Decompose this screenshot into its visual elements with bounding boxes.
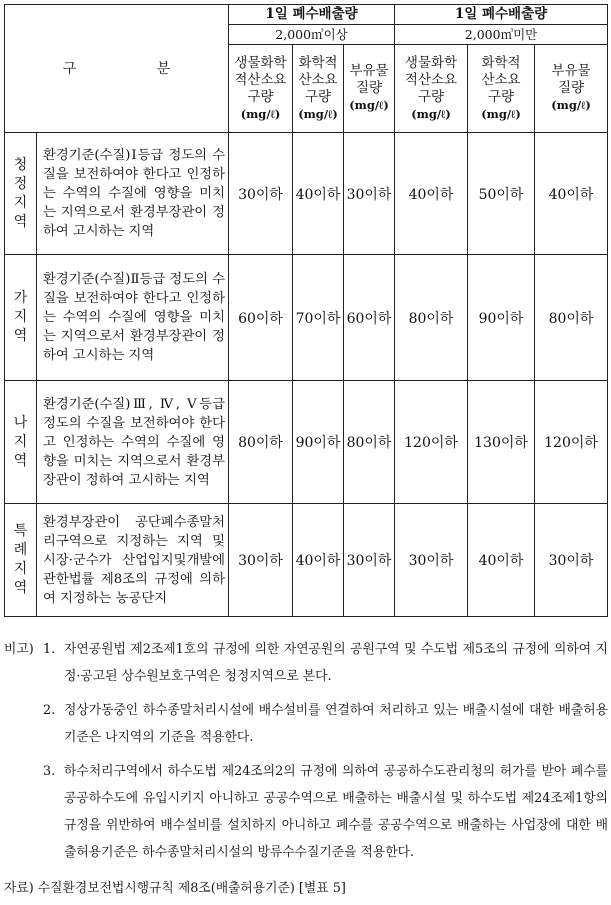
- limit-value: 40이하: [293, 504, 344, 617]
- param-header-line: 적산소요: [404, 71, 458, 88]
- limit-value: 130이하: [468, 381, 535, 504]
- limit-value: 40이하: [293, 133, 344, 255]
- region-label: 나 지 역: [13, 414, 28, 469]
- note-item: [4, 636, 608, 690]
- param-header-line: 산소요: [298, 71, 338, 88]
- limit-value: 40이하: [468, 504, 535, 617]
- limit-value: 50이하: [468, 133, 535, 255]
- param-header-line: 부유물: [349, 63, 389, 79]
- notes-section: [4, 636, 608, 873]
- param-header-line: 구량: [304, 88, 332, 105]
- param-header-line: 부유물: [551, 63, 591, 79]
- table-row: [5, 381, 608, 504]
- param-header-line: 적산소요: [234, 71, 287, 88]
- region-label: 특 례 지 역: [13, 523, 28, 596]
- limit-value: 30이하: [535, 504, 608, 617]
- table-row: [5, 504, 608, 617]
- limit-value: 30이하: [395, 504, 468, 617]
- limit-value: 90이하: [468, 255, 535, 381]
- limit-value: 30이하: [229, 504, 293, 617]
- param-header-line: 화학적: [298, 54, 338, 71]
- param-unit: (mg/ℓ): [298, 106, 338, 121]
- param-header: [344, 45, 395, 133]
- param-header-line: 질량: [355, 80, 383, 96]
- param-header-line: 질량: [557, 80, 585, 96]
- param-header-line: 구량: [417, 88, 445, 105]
- source-line: 자료) 수질환경보전법시행규칙 제8조(배출허용기준) [별표 5]: [4, 881, 346, 896]
- param-header-line: 생물화학: [404, 54, 458, 71]
- note-number: 3.: [43, 764, 56, 779]
- header-category-label: 구 분: [62, 60, 209, 77]
- param-header-line: 구량: [247, 88, 274, 105]
- limit-value: 40이하: [535, 133, 608, 255]
- limit-value: 120이하: [535, 381, 608, 504]
- region-description: 환경기준(수질)Ⅲ, Ⅳ, Ⅴ등급 정도의 수질을 보전하여야 한다고 인정하는 수역의 수질에 영향을 미치는 지역으로서 환경부장관이 정하여 고시하는 지역: [37, 381, 229, 504]
- limit-value: 90이하: [293, 381, 344, 504]
- limit-value: 120이하: [395, 381, 468, 504]
- limit-value: 40이하: [395, 133, 468, 255]
- group-sub-under: 2,000㎥미만: [395, 25, 608, 45]
- note-item: [4, 697, 608, 751]
- group-header-under: 1일 폐수배출량: [395, 5, 608, 25]
- param-header: [229, 45, 293, 133]
- region-cell: [5, 133, 37, 255]
- emission-standards-table: [4, 4, 608, 617]
- table-row: [5, 133, 608, 255]
- region-cell: [5, 504, 37, 617]
- group-sub-over: 2,000㎥이상: [229, 25, 395, 45]
- region-label: 청 정 지 역: [13, 156, 28, 230]
- param-header: [535, 45, 608, 133]
- header-category: [5, 5, 229, 133]
- param-unit: (mg/ℓ): [411, 106, 451, 121]
- limit-value: 60이하: [344, 255, 395, 381]
- param-header: [293, 45, 344, 133]
- param-unit: (mg/ℓ): [240, 106, 281, 121]
- param-header-line: 화학적: [481, 54, 521, 71]
- note-number: 2.: [43, 703, 56, 718]
- param-header: [395, 45, 468, 133]
- notes-prefix: 비고): [4, 642, 34, 657]
- region-cell: [5, 255, 37, 381]
- param-unit: (mg/ℓ): [349, 98, 389, 112]
- param-header-line: 생물화학: [234, 54, 287, 71]
- param-header-line: 구량: [487, 88, 515, 105]
- param-unit: (mg/ℓ): [551, 98, 591, 112]
- limit-value: 80이하: [535, 255, 608, 381]
- region-label: 가 지 역: [13, 290, 28, 344]
- note-text: 하수처리구역에서 하수도법 제24조의2의 규정에 의하여 공공하수도관리청의 허가를 받아 폐수를 공공하수도에 유입시키지 아니하고 공공수역으로 배출하는 배출시설 및 하수도법 제24조제1항의 규정을 위반하여 배수설비를 설치하지 아니하고 폐수를 공공수역으로 배출하는 사업장에 대한 배출허용기준은 하수종말처리시설의 방류수수질기준을 적용한다.: [64, 764, 608, 860]
- region-description: 환경부장관이 공단폐수종말처리구역으로 지정하는 지역 및 시장·군수가 산업입지및개발에관한법률 제8조의 규정에 의하여 지정하는 농공단지: [37, 504, 229, 617]
- note-text: 정상가동중인 하수종말처리시설에 배수설비를 연결하여 처리하고 있는 배출시설에 대한 배출허용기준은 나지역의 기준을 적용한다.: [64, 703, 608, 745]
- param-header: [468, 45, 535, 133]
- limit-value: 60이하: [229, 255, 293, 381]
- table-row: [5, 255, 608, 381]
- param-unit: (mg/ℓ): [481, 106, 521, 121]
- region-cell: [5, 381, 37, 504]
- note-number: 1.: [43, 642, 56, 657]
- note-text: 자연공원법 제2조제1호의 규정에 의한 자연공원의 공원구역 및 수도법 제5조의 규정에 의하여 지정·공고된 상수원보호구역은 청정지역으로 본다.: [64, 642, 608, 684]
- region-description: 환경기준(수질)Ⅱ등급 정도의 수질을 보전하여야 한다고 인정하는 수역의 수질에 영향을 미치는 지역으로서 환경부장관이 정하여 고시하는 지역: [37, 255, 229, 381]
- limit-value: 30이하: [229, 133, 293, 255]
- limit-value: 30이하: [344, 133, 395, 255]
- group-header-over: 1일 폐수배출량: [229, 5, 395, 25]
- region-description: 환경기준(수질)Ⅰ등급 정도의 수질을 보전하여야 한다고 인정하는 수역의 수질에 영향을 미치는 지역으로서 환경부장관이 정하여 고시하는 지역: [37, 133, 229, 255]
- limit-value: 80이하: [395, 255, 468, 381]
- limit-value: 80이하: [344, 381, 395, 504]
- param-header-line: 산소요: [481, 71, 521, 88]
- note-item: [4, 758, 608, 866]
- limit-value: 30이하: [344, 504, 395, 617]
- limit-value: 70이하: [293, 255, 344, 381]
- limit-value: 80이하: [229, 381, 293, 504]
